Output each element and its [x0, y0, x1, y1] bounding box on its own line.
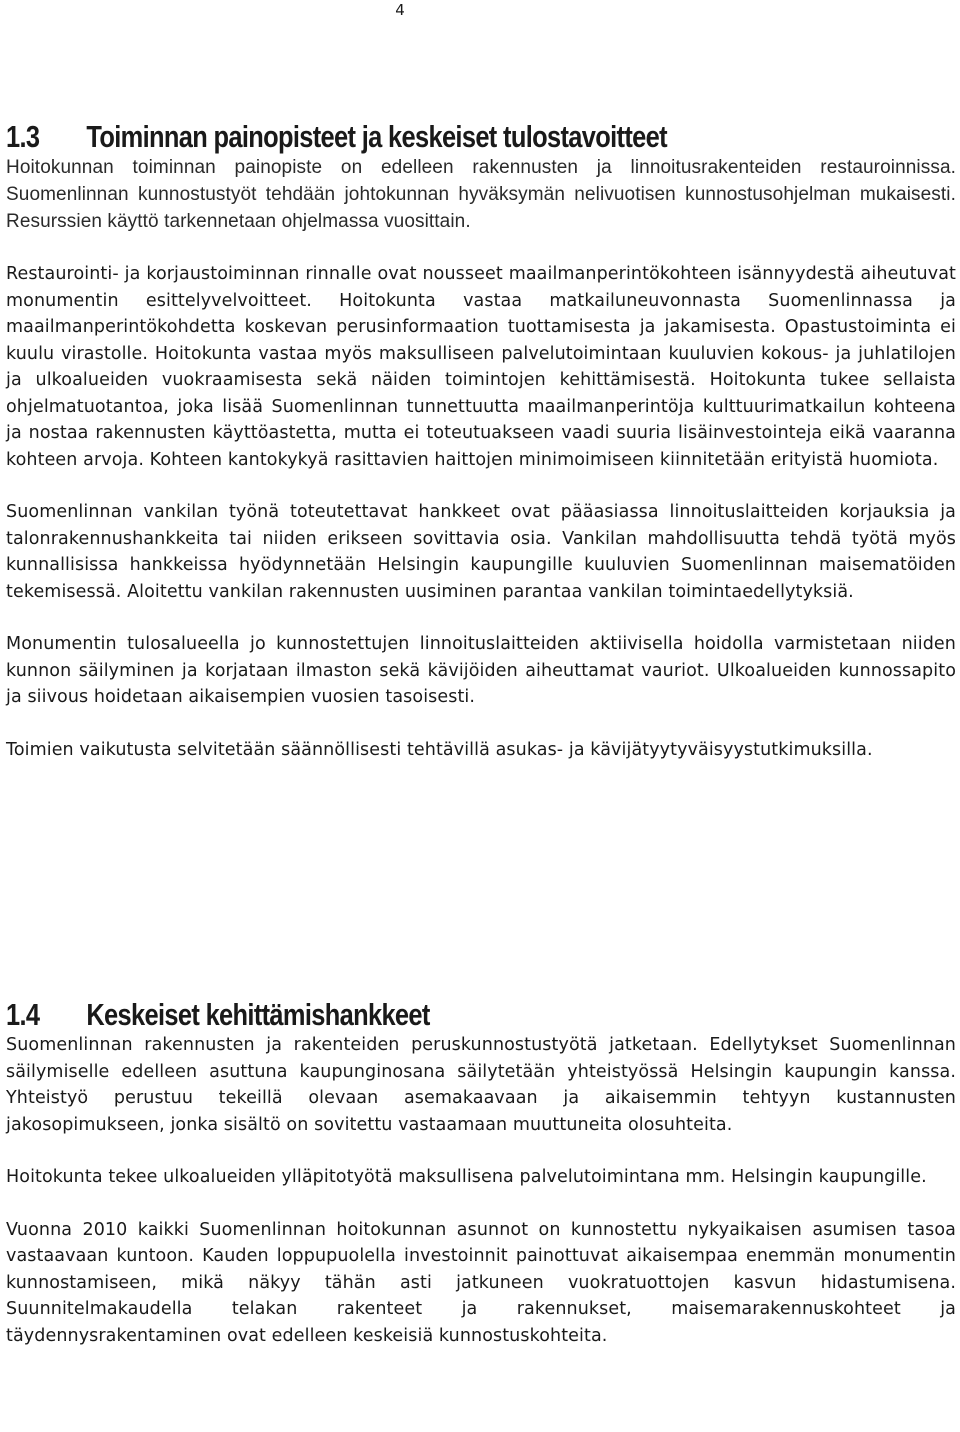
paragraph: Hoitokunta tekee ulkoalueiden ylläpitotyötä maksullisena palvelutoimintana mm. Helsingin kaupungille.: [6, 1167, 927, 1187]
section-title: Keskeiset kehittämishankkeet: [86, 997, 430, 1032]
paragraph: Hoitokunnan toiminnan painopiste on edelleen rakennusten ja linnoitusrakenteiden restauroinnissa. Suomenlinnan kunnostustyöt tehdään johtokunnan hyväksymän nelivuotisen kunnostusohjelman mukaisesti. Resurssien käyttö tarkennetaan ohjelmassa vuosittain.: [6, 157, 956, 232]
paragraph: Monumentin tulosalueella jo kunnostettujen linnoituslaitteiden aktiivisella hoidolla varmistetaan niiden kunnon säilyminen ja korjataan ilmaston sekä kävijöiden aiheuttamat vauriot. Ulkoalueiden kunnossapito ja siivous hoidetaan aikaisempien vuosien tasoisesti.: [6, 634, 956, 707]
section-title: Toiminnan painopisteet ja keskeiset tulostavoitteet: [86, 119, 667, 154]
section-number: 1.3: [6, 119, 40, 154]
section-number: 1.4: [6, 997, 40, 1032]
paragraph: Suomenlinnan rakennusten ja rakenteiden peruskunnostustyötä jatketaan. Edellytykset Suomenlinnan säilymiselle edelleen asuttuna kaupunginosana säilytetään yhteistyössä Helsingin kaupungin kanssa. Yhteistyö perustuu tekeillä olevaan asemakaavaan ja aikaisemmin tehtyyn kustannusten jakosopimukseen, jonka sisältö on sovitettu vastaamaan muuttuneita olosuhteita.: [6, 1035, 956, 1135]
page-number: 4: [395, 1, 405, 19]
paragraph: Restaurointi- ja korjaustoiminnan rinnalle ovat nousseet maailmanperintökohteen isännyydestä aiheutuvat monumentin esittelyvelvoitteet. Hoitokunta vastaa matkailuneuvonnasta Suomenlinnassa ja maailmanperintökohdetta koskevan perusinformaation tuottamisesta ja jakamisesta. Opastustoiminta ei kuulu virastolle. Hoitokunta vastaa myös maksulliseen palvelutoimintaan kuuluvien kokous- ja juhlatilojen ja ulkoalueiden vuokraamisesta sekä näiden toimintojen kehittämisestä. Hoitokunta tukee sellaista ohjelmatuotantoa, joka lisää Suomenlinnan tunnettuutta maailmanperintöja kulttuurimatkailun kohteena ja nostaa rakennusten käyttöastetta, mutta ei toteutuakseen vaadi suuria lisäinvestointeja eikä vaaranna kohteen arvoja. Kohteen kantokykyä rasittavien haittojen minimoimiseen kiinnitetään erityistä huomiota.: [6, 264, 956, 470]
section-heading: [6, 120, 785, 154]
section-heading: [6, 998, 785, 1032]
paragraph: Suomenlinnan vankilan työnä toteutettavat hankkeet ovat pääasiassa linnoituslaitteiden korjauksia ja talonrakennushankkeita tai niiden erikseen sovittavia osia. Vankilan mahdollisuutta tehdä työtä myös kunnallisissa hankkeissa hyödynnetään Helsingin kaupungille kuuluvien Suomenlinnan maisematöiden tekemisessä. Aloitettu vankilan rakennusten uusiminen parantaa vankilan toimintaedellytyksiä.: [6, 502, 956, 602]
section-1-4: [6, 998, 956, 1349]
paragraph: Toimien vaikutusta selvitetään säännöllisesti tehtävillä asukas- ja kävijätyytyväisyystutkimuksilla.: [6, 739, 873, 760]
section-1-3: [6, 120, 956, 763]
paragraph: Vuonna 2010 kaikki Suomenlinnan hoitokunnan asunnot on kunnostettu nykyaikaisen asumisen tasoa vastaavaan kuntoon. Kauden loppupuolella investoinnit painottuvat aikaisempaa enemmän monumentin kunnostamiseen, mikä näkyy tähän asti jatkuneen vuokratuottojen kasvun hidastumisena. Suunnitelmakaudella telakan rakenteet ja rakennukset, maisemarakennuskohteet ja täydennysrakentaminen ovat edelleen keskeisiä kunnostuskohteita.: [6, 1219, 956, 1346]
